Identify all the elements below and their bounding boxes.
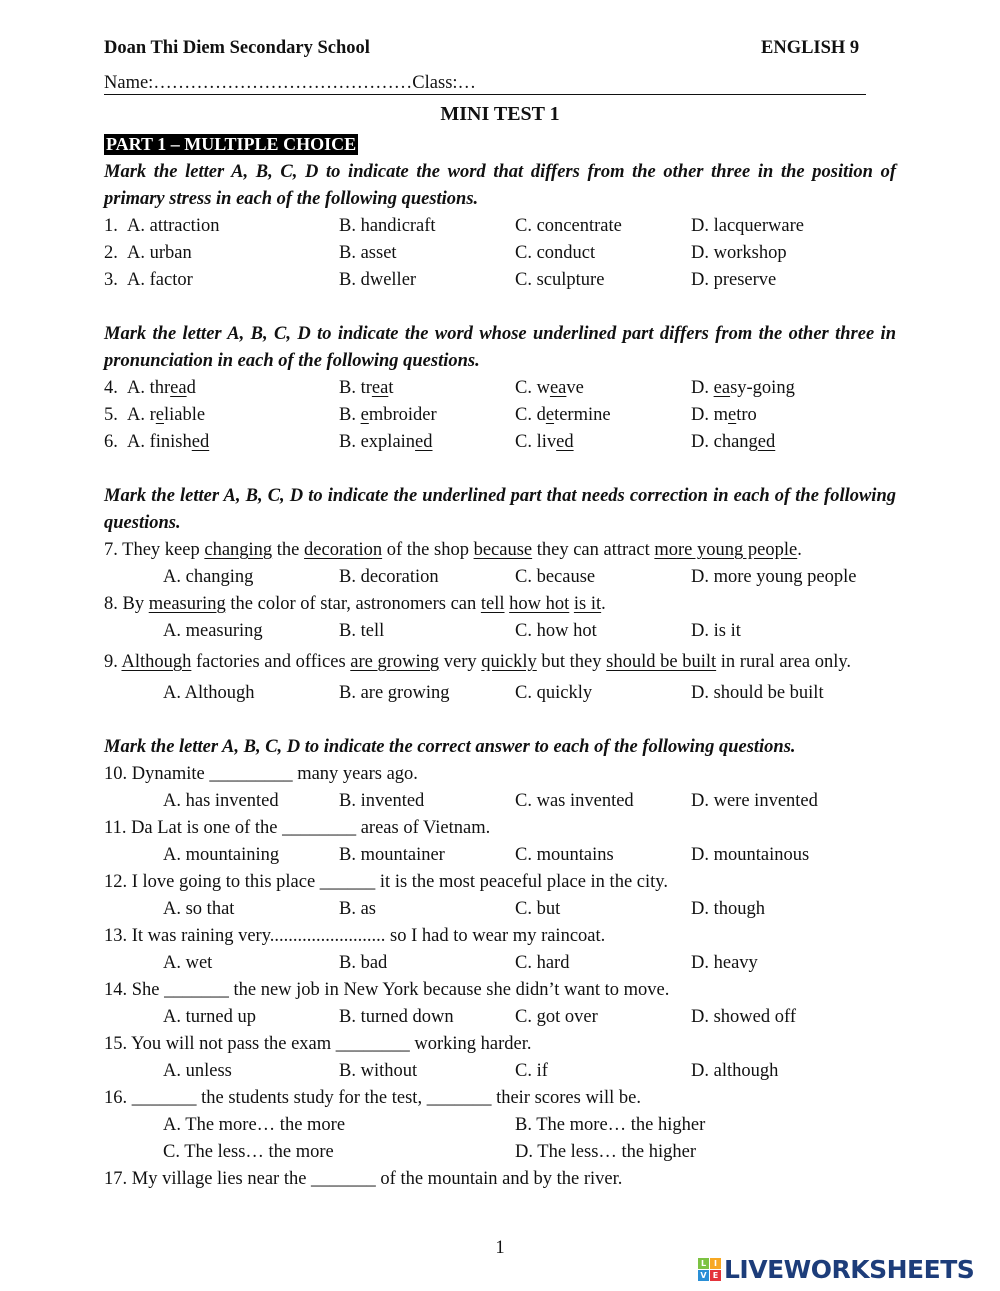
answer-option xyxy=(515,213,622,240)
text-part: B. as xyxy=(339,899,376,919)
question-item xyxy=(104,761,896,815)
text-part: . xyxy=(601,594,606,614)
text-part: 7. They keep xyxy=(104,540,205,560)
answer-option xyxy=(127,267,193,294)
text-part: . xyxy=(797,540,802,560)
question-number: 6. xyxy=(104,432,118,452)
answer-option xyxy=(691,896,765,923)
text-part: C. hard xyxy=(515,953,570,973)
text-part: D. m xyxy=(691,405,728,425)
question-item xyxy=(104,591,896,645)
answer-option xyxy=(163,1112,345,1139)
underlined-part: is it xyxy=(573,594,602,614)
text-part: C. got over xyxy=(515,1007,598,1027)
answer-option xyxy=(515,618,597,645)
underlined-part: changing xyxy=(204,540,273,560)
text-part: B. The more… the higher xyxy=(515,1115,706,1135)
text-part: C. conduct xyxy=(515,243,596,263)
text-part: D. should be built xyxy=(691,683,824,703)
answer-option xyxy=(163,1058,232,1085)
options-row xyxy=(104,788,896,815)
answer-option xyxy=(691,950,758,977)
underlined-part: ea xyxy=(713,378,731,398)
underlined-part: ed xyxy=(556,432,574,452)
text-part: d xyxy=(186,378,196,398)
text-part: B. without xyxy=(339,1061,418,1081)
text-part: A. turned up xyxy=(163,1007,256,1027)
question-item xyxy=(104,1166,896,1193)
question-number: 4. xyxy=(104,378,118,398)
question-item xyxy=(104,240,896,267)
underlined-part: should be built xyxy=(606,652,717,672)
text-part: D. although xyxy=(691,1061,779,1081)
underlined-part: more young people xyxy=(654,540,798,560)
text-part: t xyxy=(388,378,394,398)
options-row xyxy=(104,213,896,240)
question-stem xyxy=(104,649,896,676)
answer-option xyxy=(163,1139,334,1166)
section-instruction: Mark the letter A, B, C, D to indicate the underlined part that needs correction in each of the following questions. xyxy=(104,486,896,533)
name-class-line: Name:……………………………………Class:… xyxy=(104,72,866,95)
answer-option xyxy=(339,618,384,645)
text-part: 16. _______ the students study for the test, _______ their scores will be. xyxy=(104,1088,641,1108)
question-item xyxy=(104,429,896,456)
options-row xyxy=(104,240,896,267)
question-stem xyxy=(104,1166,896,1193)
text-part: 9. xyxy=(104,652,122,672)
text-part: D. more young people xyxy=(691,567,857,587)
answer-option xyxy=(339,402,437,429)
text-part: D. though xyxy=(691,899,765,919)
text-part: C. liv xyxy=(515,432,557,452)
question-section xyxy=(104,483,896,707)
text-part: the color of star, astronomers can xyxy=(225,594,481,614)
text-part: 14. She _______ the new job in New York because she didn’t want to move. xyxy=(104,980,670,1000)
answer-option xyxy=(339,375,393,402)
question-number: 2. xyxy=(104,243,118,263)
answer-option xyxy=(691,429,775,456)
options-row xyxy=(104,1139,896,1166)
text-part: A. r xyxy=(127,405,156,425)
section-instruction: Mark the letter A, B, C, D to indicate the correct answer to each of the following questions. xyxy=(104,737,796,757)
text-part: sy-going xyxy=(730,378,795,398)
answer-option xyxy=(691,240,787,267)
answer-option xyxy=(691,375,795,402)
test-title: MINI TEST 1 xyxy=(440,103,560,125)
answer-option xyxy=(691,1004,796,1031)
text-part: A. Although xyxy=(163,683,255,703)
question-item xyxy=(104,537,896,591)
question-stem xyxy=(104,761,896,788)
answer-option xyxy=(691,402,757,429)
text-part: B. handicraft xyxy=(339,216,436,236)
question-item xyxy=(104,1031,896,1085)
answer-option xyxy=(515,402,611,429)
answer-option xyxy=(691,267,776,294)
answer-option xyxy=(515,1139,696,1166)
answer-option xyxy=(515,680,592,707)
underlined-part: e xyxy=(545,405,555,425)
text-part: they can attract xyxy=(532,540,655,560)
text-part: C. The less… the more xyxy=(163,1142,334,1162)
text-part: C. because xyxy=(515,567,596,587)
text-part: in rural area only. xyxy=(716,652,852,672)
answer-option xyxy=(515,788,634,815)
questions-content xyxy=(104,159,896,1220)
logo-blocks-icon: L I V E xyxy=(698,1258,721,1281)
answer-option xyxy=(163,680,254,707)
underlined-part: how hot xyxy=(509,594,570,614)
text-part: C. but xyxy=(515,899,561,919)
text-part: B. xyxy=(339,405,361,425)
question-stem xyxy=(104,815,896,842)
text-part: A. measuring xyxy=(163,621,263,641)
question-number: 1. xyxy=(104,216,118,236)
answer-option xyxy=(339,896,376,923)
text-part: but they xyxy=(536,652,607,672)
text-part: C. how hot xyxy=(515,621,597,641)
text-part: 17. My village lies near the _______ of the mountain and by the river. xyxy=(104,1169,623,1189)
section-instruction: Mark the letter A, B, C, D to indicate the word whose underlined part differs from the other three in pronunciation in each of the following questions. xyxy=(104,324,896,371)
answer-option xyxy=(515,842,614,869)
options-row xyxy=(104,375,896,402)
answer-option xyxy=(339,842,445,869)
answer-option xyxy=(339,1004,454,1031)
text-part: D. showed off xyxy=(691,1007,796,1027)
answer-option xyxy=(339,788,424,815)
underlined-part: ed xyxy=(415,432,433,452)
options-row xyxy=(104,1112,896,1139)
answer-option xyxy=(515,429,574,456)
question-item xyxy=(104,977,896,1031)
answer-option xyxy=(515,375,584,402)
text-part: B. asset xyxy=(339,243,397,263)
options-row xyxy=(104,402,896,429)
underlined-part: e xyxy=(155,405,164,425)
answer-option xyxy=(163,788,279,815)
text-part: A. has invented xyxy=(163,791,279,811)
text-part: C. if xyxy=(515,1061,548,1081)
question-stem xyxy=(104,537,896,564)
answer-option xyxy=(691,788,818,815)
question-number: 5. xyxy=(104,405,118,425)
text-part: 15. You will not pass the exam ________ working harder. xyxy=(104,1034,532,1054)
answer-option xyxy=(691,618,741,645)
options-row xyxy=(104,680,896,707)
answer-option xyxy=(691,1058,778,1085)
text-part: factories and offices xyxy=(191,652,351,672)
logo-text: LIVEWORKSHEETS xyxy=(724,1255,975,1284)
question-stem xyxy=(104,869,896,896)
underlined-part: tell xyxy=(480,594,505,614)
answer-option xyxy=(691,842,809,869)
question-stem xyxy=(104,1031,896,1058)
text-part: A. The more… the more xyxy=(163,1115,346,1135)
question-item xyxy=(104,402,896,429)
text-part: D. is it xyxy=(691,621,741,641)
text-part: C. w xyxy=(515,378,550,398)
answer-option xyxy=(163,950,212,977)
answer-option xyxy=(127,213,219,240)
text-part: B. dweller xyxy=(339,270,417,290)
answer-option xyxy=(163,842,279,869)
page-number: 1 xyxy=(495,1238,505,1258)
question-item xyxy=(104,267,896,294)
text-part: C. concentrate xyxy=(515,216,622,236)
text-part: C. d xyxy=(515,405,546,425)
text-part: liable xyxy=(164,405,206,425)
subject-label: ENGLISH 9 xyxy=(761,38,860,58)
text-part: A. urban xyxy=(127,243,192,263)
text-part: C. quickly xyxy=(515,683,593,703)
answer-option xyxy=(163,896,234,923)
text-part: 12. I love going to this place ______ it is the most peaceful place in the city. xyxy=(104,872,668,892)
part-heading: PART 1 – MULTIPLE CHOICE xyxy=(106,134,357,154)
question-item xyxy=(104,815,896,869)
answer-option xyxy=(515,1004,598,1031)
underlined-part: because xyxy=(473,540,533,560)
answer-option xyxy=(163,564,253,591)
text-part: A. factor xyxy=(127,270,193,290)
answer-option xyxy=(515,1058,548,1085)
answer-option xyxy=(691,213,804,240)
text-part: B. are growing xyxy=(339,683,450,703)
question-stem xyxy=(104,591,896,618)
text-part: mbroider xyxy=(368,405,437,425)
answer-option xyxy=(691,564,856,591)
underlined-part: e xyxy=(728,405,737,425)
text-part: A. thr xyxy=(127,378,171,398)
underlined-part: ea xyxy=(371,378,389,398)
answer-option xyxy=(515,896,560,923)
answer-option xyxy=(339,950,387,977)
question-number: 3. xyxy=(104,270,118,290)
question-item xyxy=(104,213,896,240)
text-part: A. mountaining xyxy=(163,845,280,865)
question-stem xyxy=(104,977,896,1004)
underlined-part: measuring xyxy=(148,594,226,614)
text-part: termine xyxy=(554,405,611,425)
options-row xyxy=(104,267,896,294)
answer-option xyxy=(515,950,569,977)
answer-option xyxy=(127,402,205,429)
answer-option xyxy=(515,240,595,267)
question-item xyxy=(104,649,896,707)
answer-option xyxy=(339,680,449,707)
text-part: D. mountainous xyxy=(691,845,810,865)
answer-option xyxy=(339,1058,417,1085)
text-part: A. attraction xyxy=(127,216,220,236)
text-part: D. preserve xyxy=(691,270,777,290)
underlined-part: Although xyxy=(121,652,192,672)
answer-option xyxy=(339,267,416,294)
text-part: 8. By xyxy=(104,594,149,614)
answer-option xyxy=(339,564,439,591)
text-part: C. was invented xyxy=(515,791,634,811)
text-part: A. so that xyxy=(163,899,235,919)
underlined-part: decoration xyxy=(304,540,383,560)
text-part: the xyxy=(272,540,305,560)
options-row xyxy=(104,842,896,869)
text-part: D. lacquerware xyxy=(691,216,804,236)
text-part: D. The less… the higher xyxy=(515,1142,697,1162)
text-part: B. turned down xyxy=(339,1007,454,1027)
underlined-part: are growing xyxy=(350,652,440,672)
answer-option xyxy=(339,213,436,240)
liveworksheets-logo xyxy=(698,1255,974,1284)
text-part: 13. It was raining very......................... so I had to wear my raincoat. xyxy=(104,926,606,946)
question-section xyxy=(104,734,896,1193)
underlined-part: ed xyxy=(757,432,776,452)
question-stem xyxy=(104,1085,896,1112)
text-part: D. heavy xyxy=(691,953,758,973)
answer-option xyxy=(127,240,192,267)
text-part: A. unless xyxy=(163,1061,232,1081)
answer-option xyxy=(515,267,604,294)
text-part: A. wet xyxy=(163,953,213,973)
text-part: B. bad xyxy=(339,953,388,973)
text-part: of the shop xyxy=(382,540,474,560)
underlined-part: ea xyxy=(549,378,567,398)
answer-option xyxy=(163,618,263,645)
options-row xyxy=(104,896,896,923)
question-item xyxy=(104,1085,896,1166)
underlined-part: ed xyxy=(191,432,210,452)
text-part: A. finish xyxy=(127,432,192,452)
options-row xyxy=(104,564,896,591)
text-part: B. mountainer xyxy=(339,845,445,865)
options-row xyxy=(104,950,896,977)
answer-option xyxy=(691,680,824,707)
question-section xyxy=(104,321,896,456)
text-part: D. workshop xyxy=(691,243,787,263)
options-row xyxy=(104,1004,896,1031)
text-part: B. invented xyxy=(339,791,425,811)
text-part: C. mountains xyxy=(515,845,614,865)
underlined-part: ea xyxy=(170,378,187,398)
answer-option xyxy=(163,1004,256,1031)
question-item xyxy=(104,375,896,402)
text-part: very xyxy=(439,652,482,672)
text-part: D. were invented xyxy=(691,791,818,811)
question-item xyxy=(104,923,896,977)
school-name: Doan Thi Diem Secondary School xyxy=(104,38,370,58)
text-part: B. explain xyxy=(339,432,416,452)
underlined-part: quickly xyxy=(481,652,537,672)
text-part: D. chang xyxy=(691,432,758,452)
text-part: C. sculpture xyxy=(515,270,605,290)
options-row xyxy=(104,1058,896,1085)
section-instruction: Mark the letter A, B, C, D to indicate the word that differs from the other three in the position of primary stress in each of the following questions. xyxy=(104,162,896,209)
text-part: ve xyxy=(566,378,584,398)
text-part: tro xyxy=(736,405,757,425)
question-section xyxy=(104,159,896,294)
text-part: D. xyxy=(691,378,714,398)
answer-option xyxy=(515,1112,705,1139)
text-part: B. tr xyxy=(339,378,372,398)
underlined-part: e xyxy=(360,405,369,425)
text-part: B. decoration xyxy=(339,567,439,587)
text-part: B. tell xyxy=(339,621,385,641)
answer-option xyxy=(339,429,433,456)
answer-option xyxy=(339,240,397,267)
text-part: 11. Da Lat is one of the ________ areas of Vietnam. xyxy=(104,818,491,838)
answer-option xyxy=(515,564,595,591)
answer-option xyxy=(127,375,196,402)
text-part: A. changing xyxy=(163,567,254,587)
question-stem xyxy=(104,923,896,950)
options-row xyxy=(104,618,896,645)
options-row xyxy=(104,429,896,456)
text-part: 10. Dynamite _________ many years ago. xyxy=(104,764,418,784)
question-item xyxy=(104,869,896,923)
answer-option xyxy=(127,429,209,456)
